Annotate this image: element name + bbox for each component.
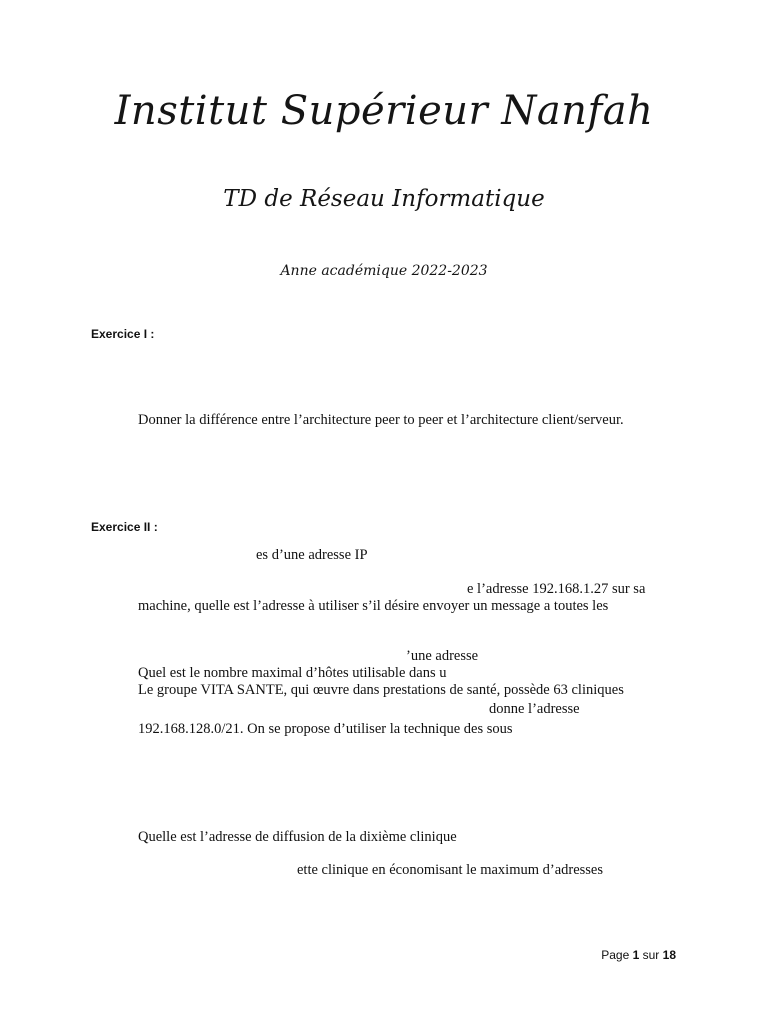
exercise-2-line-3: machine, quelle est l’adresse à utiliser s’il désire envoyer un message a toutes les xyxy=(138,598,609,614)
academic-year: Anne académique 2022-2023 xyxy=(280,263,488,279)
exercise-2-line-1: es d’une adresse IP xyxy=(256,547,368,563)
exercise-2-line-2: e l’adresse 192.168.1.27 sur sa xyxy=(467,581,646,597)
current-page-number: 1 xyxy=(632,948,640,962)
exercise-2-line-8: 192.168.128.0/21. On se propose d’utiliser la technique des sous xyxy=(138,721,513,737)
of-word: sur xyxy=(642,948,660,962)
exercise-2-line-10: ette clinique en économisant le maximum d’adresses xyxy=(297,862,604,878)
exercise-2-line-4: ’une adresse xyxy=(406,648,479,664)
total-pages-number: 18 xyxy=(662,948,676,962)
exercise-2-heading: Exercice II : xyxy=(91,520,158,534)
document-title: Institut Supérieur Nanfah xyxy=(114,88,654,134)
exercise-1-heading: Exercice I : xyxy=(91,327,155,341)
exercise-2-line-9: Quelle est l’adresse de diffusion de la dixième clinique xyxy=(138,829,457,845)
page-word: Page xyxy=(601,948,630,962)
document-subtitle: TD de Réseau Informatique xyxy=(223,186,545,212)
exercise-2-line-5: Quel est le nombre maximal d’hôtes utilisable dans u xyxy=(138,665,447,681)
exercise-2-line-6: Le groupe VITA SANTE, qui œuvre dans prestations de santé, possède 63 cliniques xyxy=(138,682,624,698)
exercise-2-line-7: donne l’adresse xyxy=(489,701,580,717)
page-footer xyxy=(601,948,676,962)
exercise-1-question: Donner la différence entre l’architecture peer to peer et l’architecture client/serveur. xyxy=(138,412,624,428)
